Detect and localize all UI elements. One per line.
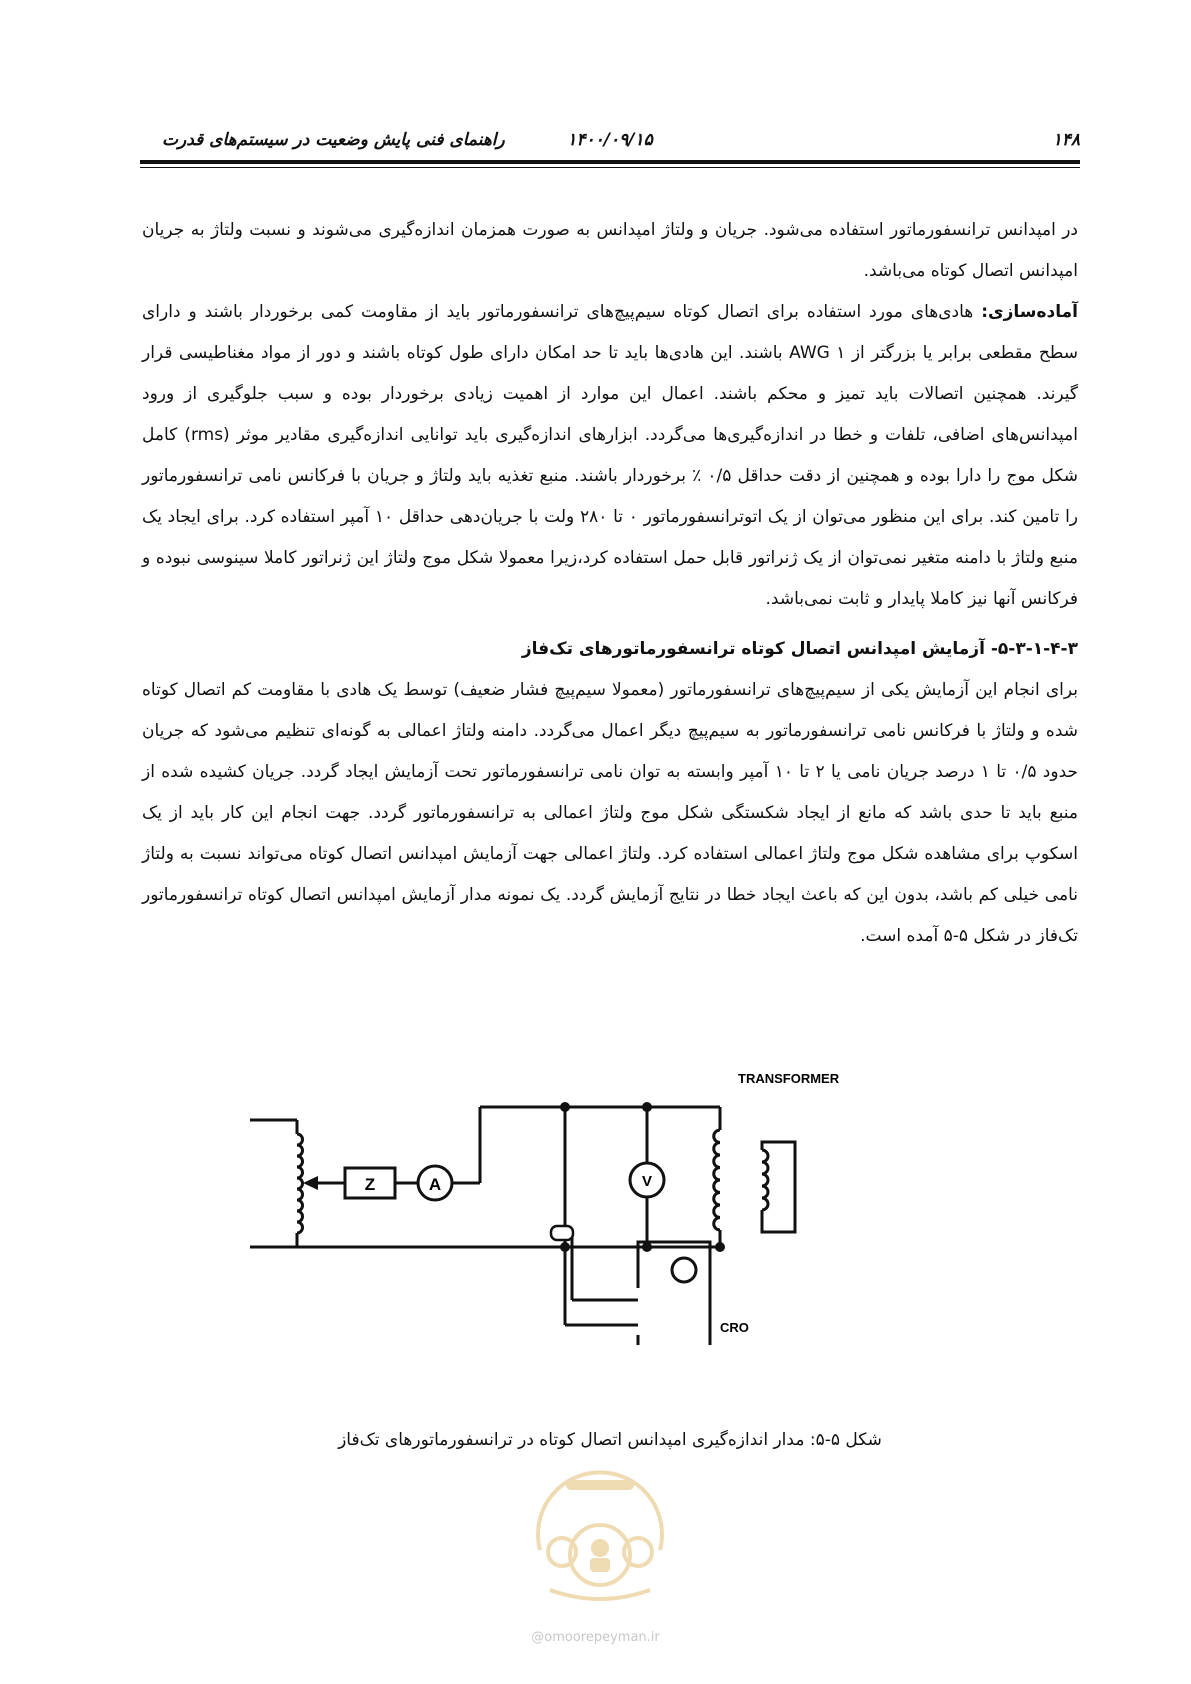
figure-caption: شکل ۵-۵: مدار اندازه‌گیری امپدانس اتصال کوتاه در ترانسفورماتورهای تک‌فاز [338, 1430, 882, 1450]
page-header [140, 128, 1080, 158]
header-date: ۱۴۰۰/۰۹/۱۵ [567, 130, 653, 150]
paragraph: برای انجام این آزمایش یکی از سیم‌پیچ‌های ترانسفورماتور (معمولا سیم‌پیچ فشار ضعیف) توسط یک هادی با مقاومت کم اتصال کوتاه شده و ولتاژ با فرکانس نامی ترانسفورماتور به سیم‌پیچ دیگر اعمال می‌گردد. دامنه ولتاژ اعمالی به گونه‌ای تنظیم می‌شود که جریان حدود ۰/۵ تا ۱ درصد جریان نامی یا ۲ تا ۱۰ آمپر وابسته به توان نامی ترانسفورماتور تحت آزمایش ایجاد گردد. جریان کشیده شده از منبع باید تا حدی باشد که مانع از ایجاد شکستگی شکل موج ولتاژ اعمالی به ترانسفورماتور گردد. جهت انجام این کار باید از یک اسکوپ برای مشاهده شکل موج ولتاژ اعمالی استفاده کرد. ولتاژ اعمالی جهت آزمایش امپدانس اتصال کوتاه می‌تواند نسبت به ولتاژ نامی خیلی کم باشد، بدون این که باعث ایجاد خطا در نتایج آزمایش گردد. یک نمونه مدار آزمایش امپدانس اتصال کوتاه ترانسفورماتور تک‌فاز در شکل ۵-۵ آمده است. [142, 680, 1079, 946]
header-rule-thick [140, 160, 1080, 164]
paragraph [142, 292, 1078, 620]
transformer-label: TRANSFORMER [738, 1071, 840, 1086]
page-number: ۱۴۸ [1052, 130, 1080, 150]
header-rule-thin [140, 167, 1080, 168]
cro-label: CRO [720, 1320, 749, 1335]
paragraph: در امپدانس ترانسفورماتور استفاده می‌شود. جریان و ولتاژ امپدانس به صورت همزمان اندازه‌گیری می‌شوند و نسبت ولتاژ به جریان امپدانس اتصال کوتاه می‌باشد. [142, 220, 1078, 281]
paragraph-lead: آماده‌سازی: [981, 302, 1078, 322]
impedance-label: Z [364, 1175, 376, 1194]
circuit-diagram [250, 1071, 950, 1420]
page-body [142, 210, 1078, 957]
section-heading: ۵-۳-۱-۴-۳- آزمایش امپدانس اتصال کوتاه ترانسفورماتورهای تک‌فاز [521, 639, 1078, 659]
voltmeter-label: V [641, 1173, 653, 1190]
publisher-logo-watermark [520, 1440, 680, 1605]
paragraph-text: هادی‌های مورد استفاده برای اتصال کوتاه سیم‌پیچ‌های ترانسفورماتور باید از مقاومت کمی برخوردار باشند و دارای سطح مقطعی برابر یا بزرگتر از AWG ۱ باشند. این هادی‌ها باید تا حد امکان دارای طول کوتاه باشند و دور از مواد مغناطیسی قرار گیرند. همچنین اتصالات باید تمیز و محکم باشند. اعمال این موارد از اهمیت زیادی برخوردار بوده و سبب جلوگیری از ورود امپدانس‌های اضافی، تلفات و خطا در اندازه‌گیری‌ها می‌گردد. ابزارهای اندازه‌گیری باید توانایی اندازه‌گیری مقادیر موثر (rms) کامل شکل موج را دارا بوده و همچنین از دقت حداقل ۰/۵ ٪ برخوردار باشند. منبع تغذیه باید ولتاژ و جریان با فرکانس نامی ترانسفورماتور را تامین کند. برای این منظور می‌توان از یک اتوترانسفورماتور ۰ تا ۲۸۰ ولت با جریان‌دهی حداقل ۱۰ آمپر استفاده کرد. برای ایجاد یک منبع ولتاژ با دامنه متغیر نمی‌توان از یک ژنراتور قابل حمل استفاده کرد،زیرا معمولا شکل موج ولتاژ این ژنراتور کاملا سینوسی نبوده و فرکانس آنها نیز کاملا پایدار و ثابت نمی‌باشد. [142, 302, 1079, 609]
ammeter-label: A [428, 1175, 442, 1194]
watermark-site: @omoorepeyman.ir [531, 1630, 660, 1645]
header-title: راهنمای فنی پایش وضعیت در سیستم‌های قدرت [162, 130, 505, 150]
